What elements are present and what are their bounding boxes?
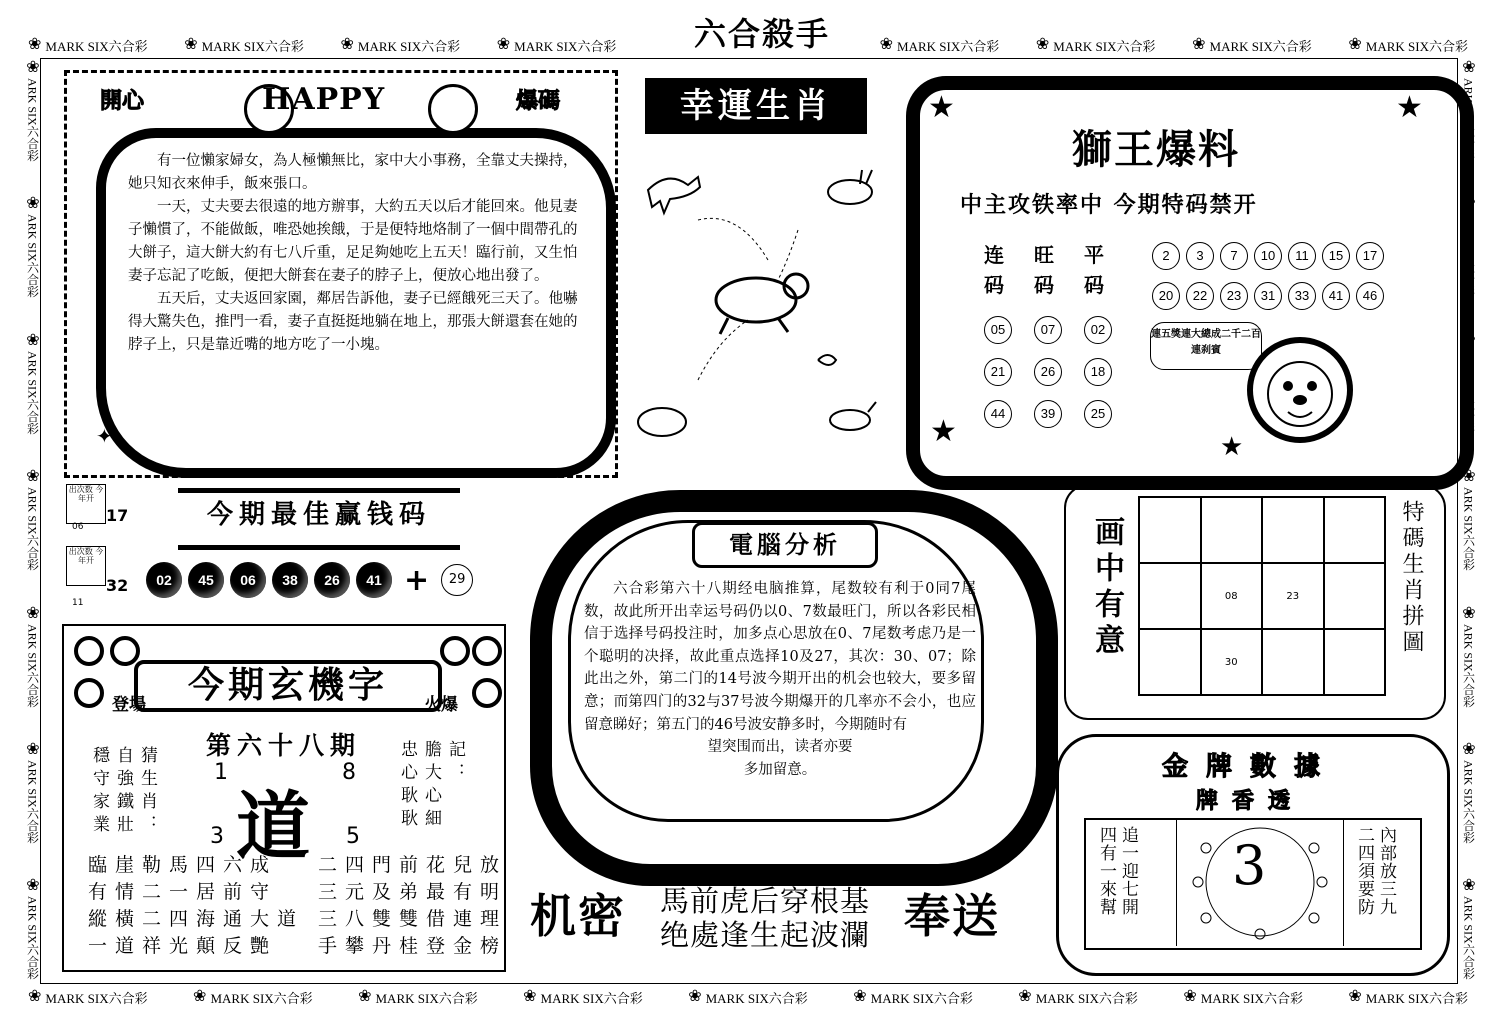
border-text: ARK SIX六合彩 (1461, 759, 1476, 844)
border-item (341, 36, 461, 55)
lion-column-bottom: 码 (984, 273, 1004, 297)
border-item (1461, 606, 1478, 708)
border-text: MARK SIX六合彩 (1209, 38, 1312, 54)
sheep-icon (716, 274, 808, 334)
border-text: MARK SIX六合彩 (870, 990, 973, 1006)
border-text: ARK SIX六合彩 (25, 350, 40, 435)
poem-left (88, 852, 304, 960)
number-circle: 02 (1084, 316, 1112, 344)
issue-tag: 11 (72, 598, 84, 608)
flower-icon: ❀ (688, 988, 702, 1005)
flower-icon: ❀ (1183, 988, 1197, 1005)
border-item (25, 196, 42, 298)
page-title: 六合殺手 (672, 14, 852, 54)
border-item (523, 988, 643, 1007)
poem-line: 一道祥光顛反艷 (88, 935, 278, 957)
mystery-right-clue (398, 740, 464, 832)
number-circle: 11 (1288, 242, 1316, 270)
number-circle: 17 (1356, 242, 1384, 270)
flower-icon: ❀ (28, 988, 42, 1005)
lion-column-top: 旺 (1034, 243, 1054, 267)
flower-icon: ❀ (1462, 604, 1476, 622)
flower-icon: ❀ (26, 331, 40, 349)
issue-count: 32 (106, 576, 129, 595)
flower-icon: ❀ (184, 36, 198, 53)
special-ball: 29 (441, 564, 473, 596)
poem-line: 臨崖勒馬四六成 (88, 854, 278, 876)
puzzle-cell (1262, 629, 1324, 695)
rabbit-icon (828, 170, 872, 204)
secret-line: 馬前虎后穿根基 (660, 884, 871, 918)
border-item (28, 988, 148, 1007)
lottery-ball: 26 (314, 562, 350, 598)
flower-icon: ❀ (26, 59, 40, 76)
flower-icon: ❀ (26, 877, 40, 895)
border-item (1461, 469, 1478, 571)
analysis-paragraph: 望突围而出，读者亦要 (707, 739, 853, 756)
number-circle: 20 (1152, 282, 1180, 310)
puzzle-cell (1324, 629, 1386, 695)
puzzle-cell: 23 (1262, 563, 1324, 629)
star-icon: ★ (1220, 432, 1244, 462)
clue-column: 忠心耿耿 (397, 740, 417, 832)
border-text: MARK SIX六合彩 (45, 38, 148, 54)
border-item (853, 988, 973, 1007)
border-text: ARK SIX六合彩 (1461, 350, 1476, 435)
lion-column-top: 平 (1084, 243, 1104, 267)
analysis-paragraph: 多加留意。 (743, 761, 817, 778)
issue-number: 第六十八期 (206, 731, 362, 760)
story-right-label: 爆碼 (516, 89, 561, 114)
number-circle: 07 (1034, 316, 1062, 344)
poem-line: 手攀丹桂登金榜 (318, 935, 508, 957)
border-text: ARK SIX六合彩 (25, 78, 40, 162)
star-icon: ★ (928, 90, 955, 125)
lion-hot-numbers (984, 316, 1134, 428)
mystery-left-clue (90, 746, 156, 838)
coin-icon (472, 636, 502, 666)
brand-center-char: 3 (1232, 834, 1267, 897)
puzzle-cell: 08 (1201, 563, 1263, 629)
flower-icon: ❀ (1462, 331, 1476, 349)
brand-title: 金牌數據 (1161, 752, 1338, 782)
flower-icon: ❀ (1348, 988, 1362, 1005)
rooster-icon (818, 355, 836, 365)
border-text: MARK SIX六合彩 (1035, 990, 1138, 1006)
best-numbers-title: 今期最佳赢钱码 (178, 488, 460, 550)
clue-digit: 8 (342, 760, 356, 785)
pig-icon (638, 408, 686, 436)
coin-icon (472, 678, 502, 708)
happy-word: HAPPY (262, 82, 386, 117)
coin-icon (74, 636, 104, 666)
flower-icon: ❀ (28, 36, 42, 53)
border-item (1018, 988, 1138, 1007)
issue-count: 17 (106, 506, 129, 525)
border-text: MARK SIX六合彩 (375, 990, 478, 1006)
number-circle: 7 (1220, 242, 1248, 270)
flower-icon: ❀ (1462, 195, 1476, 213)
border-item (184, 36, 304, 55)
issue-count-label: 出次数 今年开 (66, 484, 106, 524)
brand-left-clue (1096, 826, 1138, 916)
lion-column (1034, 240, 1054, 300)
lion-subtitle: 中主攻铁率中 今期特码禁开 (960, 192, 1258, 218)
horse-icon (648, 177, 700, 213)
flower-icon: ❀ (523, 988, 537, 1005)
plus-icon: + (404, 562, 430, 598)
brand-column: 內部放三九 (1376, 826, 1396, 916)
puzzle-cell (1139, 563, 1201, 629)
clue-column: 自強鐵壯 (113, 746, 133, 838)
lottery-ball: 41 (356, 562, 392, 598)
flower-icon: ❀ (1462, 468, 1476, 486)
secret-right-label: 奉送 (904, 889, 1000, 943)
brand-column: 四有一來幫 (1096, 826, 1116, 916)
number-circle: 25 (1084, 400, 1112, 428)
border-text: MARK SIX六合彩 (1200, 990, 1303, 1006)
clue-digit: 5 (346, 824, 360, 849)
number-circle: 26 (1034, 358, 1062, 386)
border-text: ARK SIX六合彩 (25, 214, 40, 299)
lion-icon (1240, 336, 1360, 454)
brand-right-clue (1354, 826, 1396, 916)
lottery-ball: 06 (230, 562, 266, 598)
clue-column: 猜生肖： (137, 746, 157, 838)
number-circle: 41 (1322, 282, 1350, 310)
number-circle: 2 (1152, 242, 1180, 270)
border-item (193, 988, 313, 1007)
lion-speech-bubble: 連五獎連大總成二千二百連刹賓 (1150, 322, 1262, 370)
story-paragraph: 五天后，丈夫返回家園，鄰居告訴他，妻子已經餓死三天了。他嚇得大驚失色，推門一看，妻子直挺挺地躺在地上，那張大餅還套在她的脖子上，只是靠近嘴的地方吃了一小塊。 (128, 291, 578, 353)
story-paragraph: 一天，丈夫要去很遠的地方辦事，大約五天以后才能回來。他見妻子懶慣了，不能做飯，唯恐她挨餓，于是便特地烙制了一個中間帶孔的大餅子，這大餅大約有七八斤重，足足夠她吃上五天！臨行前，又生怕妻子忘記了吃飯，便把大餅套在妻子的脖子上，便放心地出發了。 (128, 199, 578, 284)
flower-icon: ❀ (26, 468, 40, 486)
border-text: MARK SIX六合彩 (201, 38, 304, 54)
puzzle-right-label: 特碼生肖拼圖 (1399, 500, 1424, 656)
puzzle-cell (1324, 563, 1386, 629)
border-text: ARK SIX六合彩 (25, 623, 40, 708)
puzzle-cell (1139, 629, 1201, 695)
border-text: ARK SIX六合彩 (25, 896, 40, 980)
number-circle: 33 (1288, 282, 1316, 310)
story-paragraph: 有一位懶家婦女，為人極懶無比，家中大小事務，全靠丈夫操持，她只知衣來伸手，飯來張口。 (128, 153, 578, 192)
lion-column-bottom: 码 (1084, 273, 1104, 297)
puzzle-cell: 30 (1201, 629, 1263, 695)
issue-tag: 06 (72, 522, 84, 532)
mystery-title: 今期玄機字 (134, 660, 442, 712)
coin-icon (74, 678, 104, 708)
clue-digit: 3 (210, 824, 224, 849)
zodiac-animals-illustration (628, 150, 888, 450)
star-icon: ★ (930, 414, 957, 449)
smiley-face-icon (428, 84, 478, 134)
flower-icon: ❀ (853, 988, 867, 1005)
clue-column: 記： (445, 740, 465, 786)
brand-column: 追一迎七開 (1118, 826, 1138, 916)
analysis-paragraph: 六合彩第六十八期经电脑推算，尾数较有利于0同7尾数，故此所开出幸运号码仍以0、7数最旺门，所以各彩民相信于选择号码投注时，加多点心思放在0、7尾数考虑乃是一个聪明的决择，故此重点选择10及27，其次：30、07；除此出之外，第二门的14号波今期开出的机会也较大，要多留意；而第四门的32与37号波今期爆开的几率亦不会小，也应留意睇好；第五门的46号波安静多时，今期随时有 (584, 581, 976, 733)
puzzle-cell (1262, 497, 1324, 563)
border-text: MARK SIX六合彩 (897, 38, 1000, 54)
number-circle: 05 (984, 316, 1012, 344)
lion-title: 獅王爆料 (1072, 127, 1240, 173)
lion-banned-numbers (1152, 242, 1402, 310)
number-circle: 31 (1254, 282, 1282, 310)
border-item (358, 988, 478, 1007)
bottom-border-strip (28, 986, 1468, 1008)
border-text: MARK SIX六合彩 (45, 990, 148, 1006)
border-text: MARK SIX六合彩 (514, 38, 617, 54)
clue-digit: 1 (214, 760, 228, 785)
analysis-title: 電腦分析 (692, 522, 878, 568)
border-item (1348, 36, 1468, 55)
lion-column-bottom: 码 (1034, 273, 1054, 297)
border-item (25, 60, 42, 162)
flower-icon: ❀ (340, 36, 354, 53)
story-text (128, 150, 580, 357)
border-text: MARK SIX六合彩 (705, 990, 808, 1006)
border-item (688, 988, 808, 1007)
flower-icon: ❀ (1348, 36, 1362, 53)
clue-column: 穩守家業 (89, 746, 109, 838)
border-text: MARK SIX六合彩 (540, 990, 643, 1006)
lottery-ball: 38 (272, 562, 308, 598)
goat-icon (830, 402, 876, 430)
lion-column-headers (984, 240, 1104, 300)
flower-icon: ❀ (1462, 740, 1476, 758)
border-item (880, 36, 1000, 55)
puzzle-cell (1324, 497, 1386, 563)
coin-icon (110, 636, 140, 666)
puzzle-left-label: 画中有意 (1089, 516, 1124, 660)
number-circle: 22 (1186, 282, 1214, 310)
flower-icon: ❀ (1462, 59, 1476, 76)
analysis-text (584, 578, 976, 781)
flower-icon: ❀ (193, 988, 207, 1005)
border-text: ARK SIX六合彩 (25, 487, 40, 571)
flower-icon: ❀ (26, 604, 40, 622)
border-text: MARK SIX六合彩 (210, 990, 313, 1006)
border-item (1461, 742, 1478, 844)
border-item (1183, 988, 1303, 1007)
number-circle: 3 (1186, 242, 1214, 270)
poem-line: 三元及弟最有明 (318, 881, 508, 903)
border-item (25, 333, 42, 435)
border-text: ARK SIX六合彩 (25, 759, 40, 844)
number-circle: 10 (1254, 242, 1282, 270)
lion-column (984, 240, 1004, 300)
border-item (25, 742, 42, 844)
border-item (497, 36, 617, 55)
mystery-left-tag: 登場 (112, 695, 146, 715)
flower-icon: ❀ (1192, 36, 1206, 53)
issue-count-label: 出次数 今年开 (66, 546, 106, 586)
flower-icon: ❀ (1018, 988, 1032, 1005)
border-text: ARK SIX六合彩 (1461, 78, 1476, 162)
flower-icon: ❀ (26, 740, 40, 758)
dotted-path (698, 218, 798, 380)
border-item (25, 469, 42, 571)
border-item (25, 878, 42, 980)
clue-column: 膽大心細 (421, 740, 441, 832)
sparkle-icon: ✦ (96, 424, 113, 448)
border-item (1036, 36, 1156, 55)
flower-icon: ❀ (496, 36, 511, 53)
ball-row (146, 562, 473, 598)
poem-line: 有情二一居前守 (88, 881, 278, 903)
mystery-right-tag: 火爆 (424, 695, 458, 715)
story-left-label: 開心 (100, 89, 145, 114)
number-circle: 15 (1322, 242, 1350, 270)
border-item (1348, 988, 1468, 1007)
border-item (25, 606, 42, 708)
flower-icon: ❀ (879, 36, 894, 53)
secret-left-label: 机密 (530, 889, 626, 943)
flower-icon: ❀ (26, 195, 40, 213)
lucky-zodiac-title: 幸運生肖 (645, 78, 867, 134)
number-circle: 46 (1356, 282, 1384, 310)
border-text: ARK SIX六合彩 (1461, 214, 1476, 299)
border-item (28, 36, 148, 55)
puzzle-grid (1138, 496, 1386, 696)
lion-column-top: 连 (984, 243, 1004, 267)
border-text: ARK SIX六合彩 (1461, 896, 1476, 980)
border-text: MARK SIX六合彩 (1365, 38, 1468, 54)
mystery-character: 道 (236, 784, 310, 870)
number-circle: 44 (984, 400, 1012, 428)
puzzle-cell (1139, 497, 1201, 563)
border-text: MARK SIX六合彩 (1365, 990, 1468, 1006)
flower-icon: ❀ (1462, 877, 1476, 895)
poem-line: 二四門前花兒放 (318, 854, 508, 876)
number-circle: 18 (1084, 358, 1112, 386)
number-circle: 23 (1220, 282, 1248, 310)
border-text: ARK SIX六合彩 (1461, 487, 1476, 571)
star-icon: ★ (1396, 90, 1423, 125)
flower-icon: ❀ (358, 988, 372, 1005)
brand-subtitle: 牌香透 (1195, 789, 1304, 814)
border-text: MARK SIX六合彩 (357, 38, 461, 54)
coin-icon (440, 636, 470, 666)
puzzle-cell (1201, 497, 1263, 563)
number-circle: 39 (1034, 400, 1062, 428)
border-text: MARK SIX六合彩 (1053, 38, 1156, 54)
poem-right (318, 852, 507, 960)
secret-lines (660, 884, 870, 952)
flower-icon: ❀ (1035, 36, 1050, 53)
lottery-ball: 02 (146, 562, 182, 598)
brand-column: 二四須要防 (1354, 826, 1374, 916)
number-circle: 21 (984, 358, 1012, 386)
border-item (1192, 36, 1312, 55)
lion-column (1084, 240, 1104, 300)
secret-line: 绝處逢生起波瀾 (660, 918, 871, 952)
poem-line: 三八雙雙借連理 (318, 908, 508, 930)
poem-line: 縱橫二四海通大道 (88, 908, 305, 930)
border-text: ARK SIX六合彩 (1461, 623, 1476, 708)
lottery-ball: 45 (188, 562, 224, 598)
border-item (1461, 878, 1478, 980)
